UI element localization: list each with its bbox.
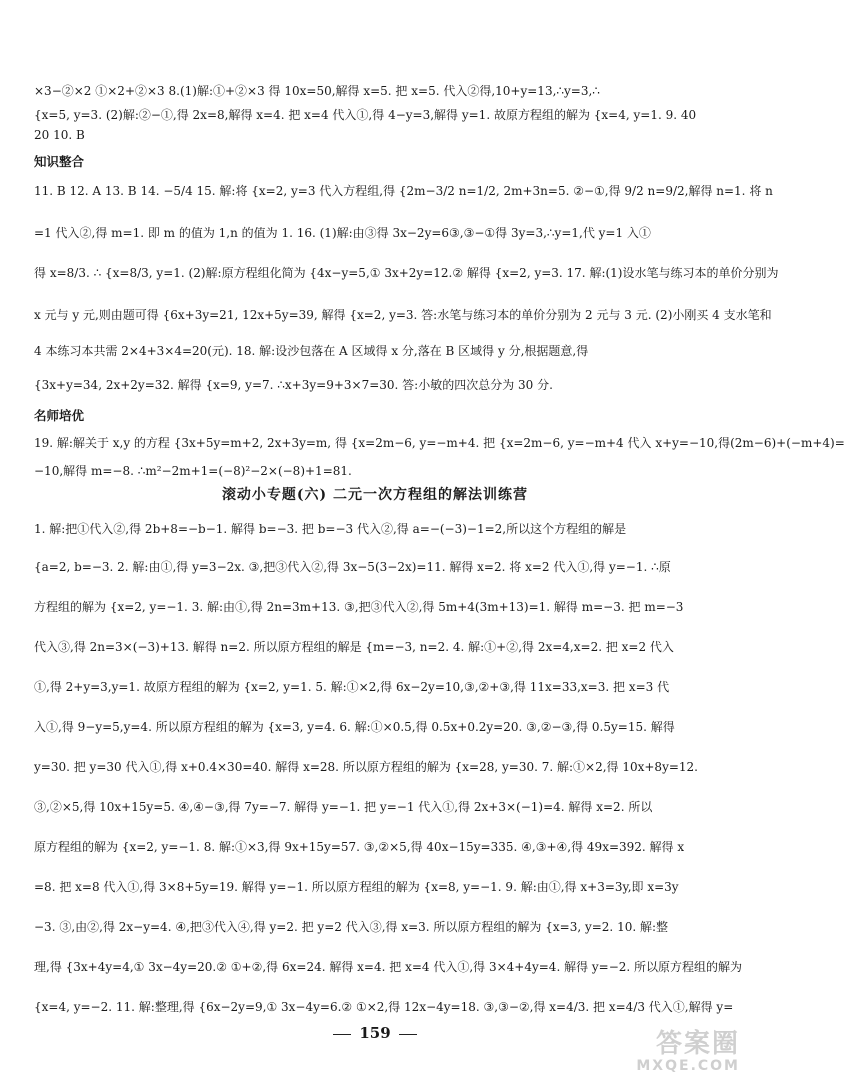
page-number: 159 [0, 1024, 750, 1042]
text-line: 理,得 {3x+4y=4,① 3x−4y=20.② ①+②,得 6x=24. 解得 x=4. 把 x=4 代入①,得 3×4+4y=4. 解得 y=−2. 所以原方程组的解为 [34, 960, 743, 974]
text-line: {x=4, y=−2. 11. 解:整理,得 {6x−2y=9,① 3x−4y=6.② ①×2,得 12x−4y=18. ③,③−②,得 x=4/3. 把 x=4/3 代入①,解得 y= [34, 1000, 734, 1014]
watermark-text: 答案圈 [655, 1029, 740, 1059]
text-line: 4 本练习本共需 2×4+3×4=20(元). 18. 解:设沙包落在 A 区域得 x 分,落在 B 区域得 y 分,根据题意,得 [34, 344, 589, 358]
section-heading-teacher: 名师培优 [34, 408, 85, 423]
text-line: 11. B 12. A 13. B 14. −5/4 15. 解:将 {x=2, y=3 代入方程组,得 {2m−3/2 n=1/2, 2m+3n=5. ②−①,得 9/2 n=9/2,解得 n=1. 将 n [34, 184, 773, 198]
text-line: 得 x=8/3. ∴ {x=8/3, y=1. (2)解:原方程组化简为 {4x−y=5,① 3x+2y=12.② 解得 {x=2, y=3. 17. 解:(1)设水笔与练习本的单价分别为 [34, 266, 779, 280]
section-heading-knowledge: 知识整合 [34, 154, 85, 169]
text-line: {a=2, b=−3. 2. 解:由①,得 y=3−2x. ③,把③代入②,得 3x−5(3−2x)=11. 解得 x=2. 将 x=2 代入①,得 y=−1. ∴原 [34, 560, 671, 574]
text-line: 入①,得 9−y=5,y=4. 所以原方程组的解为 {x=3, y=4. 6. 解:①×0.5,得 0.5x+0.2y=20. ③,②−③,得 0.5y=15. 解得 [34, 720, 675, 734]
text-line: y=30. 把 y=30 代入①,得 x+0.4×30=40. 解得 x=28. 所以原方程组的解为 {x=28, y=30. 7. 解:①×2,得 10x+8y=12. [34, 760, 698, 774]
text-line: 原方程组的解为 {x=2, y=−1. 8. 解:①×3,得 9x+15y=57. ③,②×5,得 40x−15y=335. ④,③+④,得 49x=392. 解得 x [34, 840, 685, 854]
text-line: 20 10. B [34, 128, 85, 142]
watermark-logo [540, 1030, 740, 1080]
text-line: ×3−②×2 ①×2+②×3 8.(1)解:①+②×3 得 10x=50,解得 x=5. 把 x=5. 代入②得,10+y=13,∴y=3,∴ [34, 84, 600, 98]
text-line: ①,得 2+y=3,y=1. 故原方程组的解为 {x=2, y=1. 5. 解:①×2,得 6x−2y=10,③,②+③,得 11x=33,x=3. 把 x=3 代 [34, 680, 670, 694]
text-line: =8. 把 x=8 代入①,得 3×8+5y=19. 解得 y=−1. 所以原方程组的解为 {x=8, y=−1. 9. 解:由①,得 x+3=3y,即 x=3y [34, 880, 679, 894]
text-line: x 元与 y 元,则由题可得 {6x+3y=21, 12x+5y=39, 解得 {x=2, y=3. 答:水笔与练习本的单价分别为 2 元与 3 元. (2)小刚买 4 支水笔和 [34, 308, 772, 322]
text-line: 1. 解:把①代入②,得 2b+8=−b−1. 解得 b=−3. 把 b=−3 代入②,得 a=−(−3)−1=2,所以这个方程组的解是 [34, 522, 627, 536]
text-line: 代入③,得 2n=3×(−3)+13. 解得 n=2. 所以原方程组的解是 {m=−3, n=2. 4. 解:①+②,得 2x=4,x=2. 把 x=2 代入 [34, 640, 674, 654]
watermark-url: MXQE.COM [636, 1058, 740, 1074]
text-line: −3. ③,由②,得 2x−y=4. ④,把③代入④,得 y=2. 把 y=2 代入③,得 x=3. 所以原方程组的解为 {x=3, y=2. 10. 解:整 [34, 920, 669, 934]
text-line: {3x+y=34, 2x+2y=32. 解得 {x=9, y=7. ∴x+3y=9+3×7=30. 答:小敏的四次总分为 30 分. [34, 378, 553, 392]
text-line: ③,②×5,得 10x+15y=5. ④,④−③,得 7y=−7. 解得 y=−1. 把 y=−1 代入①,得 2x+3×(−1)=4. 解得 x=2. 所以 [34, 800, 653, 814]
text-line: −10,解得 m=−8. ∴m²−2m+1=(−8)²−2×(−8)+1=81. [34, 464, 352, 478]
text-line: 19. 解:解关于 x,y 的方程 {3x+5y=m+2, 2x+3y=m, 得 {x=2m−6, y=−m+4. 把 {x=2m−6, y=−m+4 代入 x+y=−10,得(2m−6)+(−m+4)= [34, 436, 845, 450]
text-line: 方程组的解为 {x=2, y=−1. 3. 解:由①,得 2n=3m+13. ③,把③代入②,得 5m+4(3m+13)=1. 解得 m=−3. 把 m=−3 [34, 600, 684, 614]
text-line: {x=5, y=3. (2)解:②−①,得 2x=8,解得 x=4. 把 x=4 代入①,得 4−y=3,解得 y=1. 故原方程组的解为 {x=4, y=1. 9. 40 [34, 108, 697, 122]
topic-banner: 滚动小专题(六) 二元一次方程组的解法训练营 [221, 487, 529, 503]
text-line: =1 代入②,得 m=1. 即 m 的值为 1,n 的值为 1. 16. (1)解:由③得 3x−2y=6③,③−①得 3y=3,∴y=1,代 y=1 入① [34, 226, 651, 240]
